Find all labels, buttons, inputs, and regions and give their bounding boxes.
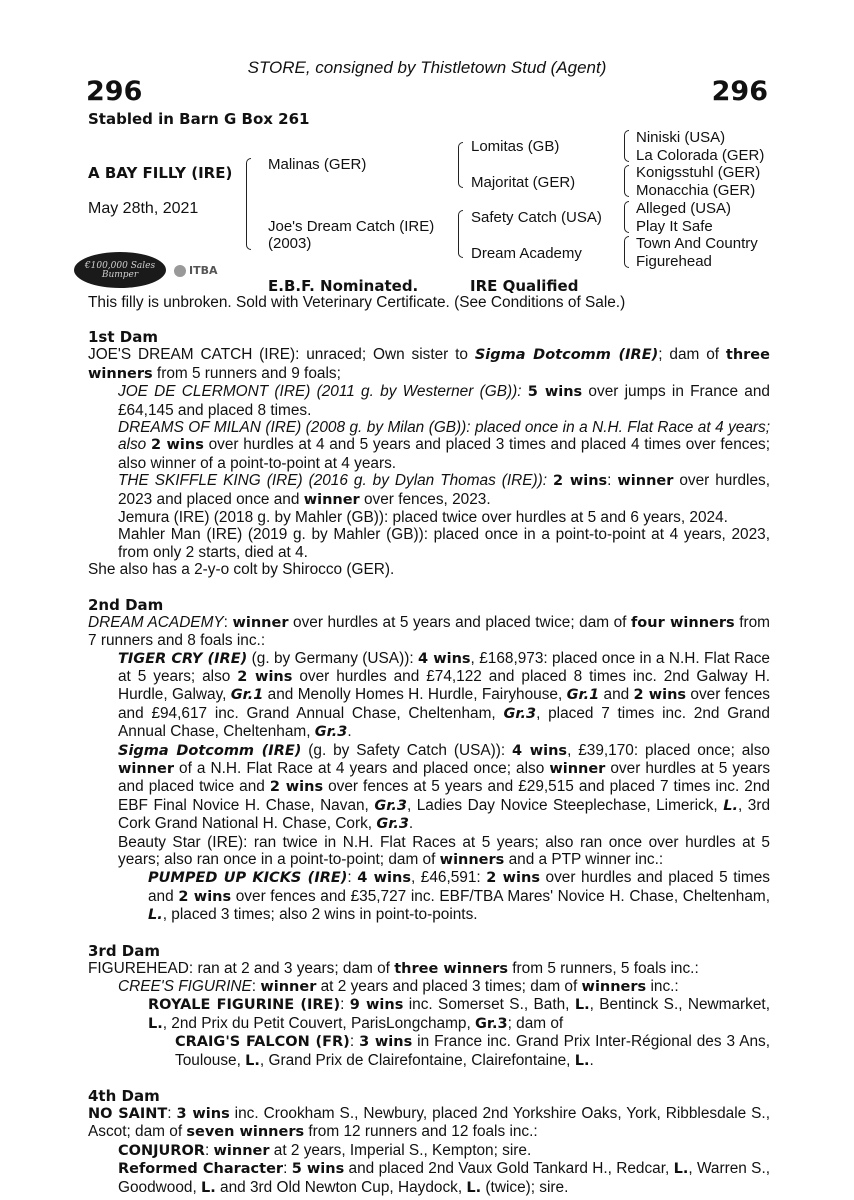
consignor-line: STORE, consigned by Thistletown Stud (Agent) bbox=[247, 58, 607, 77]
dds: Town And Country bbox=[636, 235, 758, 252]
intro-line: This filly is unbroken. Sold with Veterinary Certificate. (See Conditions of Sale.) bbox=[88, 294, 626, 311]
pedigree-brace bbox=[458, 210, 463, 258]
svg-text:ITBA: ITBA bbox=[189, 264, 218, 277]
pedigree-brace bbox=[624, 165, 629, 197]
progeny-entry: DREAMS OF MILAN (IRE) (2008 g. by Milan (GB)): placed once in a N.H. Flat Race at 4 years; also 2 wins over hurdles at 4 and 5 years and placed 3 times and placed 4 times over fences; also winner of a point-to-point at 4 years. bbox=[118, 419, 770, 472]
dam-sire: Safety Catch (USA) bbox=[471, 209, 602, 226]
section-1st-dam: 1st Dam bbox=[88, 328, 158, 347]
progeny-entry: JOE DE CLERMONT (IRE) (2011 g. by Westerner (GB)): 5 wins over jumps in France and £64,145 and placed 8 times. bbox=[118, 383, 770, 419]
dam-entry: FIGUREHEAD: ran at 2 and 3 years; dam of three winners from 5 runners, 5 foals inc.: bbox=[88, 959, 699, 977]
dam: Joe's Dream Catch (IRE) bbox=[268, 218, 435, 235]
foaling-date: May 28th, 2021 bbox=[88, 200, 199, 217]
dam-entry: DREAM ACADEMY: winner over hurdles at 5 years and placed twice; dam of four winners from 7 runners and 8 foals inc.: bbox=[88, 613, 770, 650]
sdd: Monacchia (GER) bbox=[636, 182, 756, 199]
dss: Alleged (USA) bbox=[636, 200, 732, 217]
progeny-entry: Sigma Dotcomm (IRE) (g. by Safety Catch (USA)): 4 wins, £39,170: placed once; also winner of a N.H. Flat Race at 4 years and placed once; also winner over hurdles at 5 years and placed twice and 2 wins over fences at 5 years and £29,515 and placed 7 times inc. 2nd EBF Final Novice H. Chase, Navan, Gr.3, Ladies Day Novice Steeplechase, Limerick, L., 3rd Cork Grand National H. Chase, Cork, Gr.3. bbox=[118, 741, 771, 833]
pedigree-brace bbox=[624, 201, 629, 233]
dam-dam: Dream Academy bbox=[471, 245, 582, 262]
progeny-entry: THE SKIFFLE KING (IRE) (2016 g. by Dylan Thomas (IRE)): 2 wins: winner over hurdles, 2023 and placed once and winner over fences, 2023. bbox=[118, 472, 770, 508]
progeny-entry: CREE'S FIGURINE: winner at 2 years and placed 3 times; dam of winners inc.: bbox=[118, 978, 679, 995]
great-grand-progeny-entry: CRAIG'S FALCON (FR): 3 wins in France inc. Grand Prix Inter-Régional des 3 Ans, Toulouse, L., Grand Prix de Clairefontaine, Clairefontaine, L.. bbox=[175, 1033, 770, 1069]
pedigree-brace bbox=[458, 142, 463, 188]
stabled-location: Stabled in Barn G Box 261 bbox=[88, 110, 310, 128]
catalogue-body bbox=[88, 294, 770, 1197]
section-3rd-dam: 3rd Dam bbox=[88, 941, 160, 960]
section-4th-dam: 4th Dam bbox=[88, 1087, 160, 1106]
ire-qualified: IRE Qualified bbox=[470, 277, 579, 295]
dam-entry: JOE'S DREAM CATCH (IRE): unraced; Own sister to Sigma Dotcomm (IRE); dam of three winners from 5 runners and 9 foals; bbox=[88, 346, 770, 382]
ssd: La Colorada (GER) bbox=[636, 147, 765, 164]
progeny-entry: CONJUROR: winner at 2 years, Imperial S., Kempton; sire. bbox=[118, 1141, 532, 1159]
sire-dam: Majoritat (GER) bbox=[471, 174, 576, 191]
grand-progeny-entry: PUMPED UP KICKS (IRE): 4 wins, £46,591: 2 wins over hurdles and placed 5 times and 2 wins over fences and £35,727 inc. EBF/TBA Mares' Novice H. Chase, Cheltenham, L., placed 3 times; also 2 wins in point-to-points. bbox=[148, 869, 770, 924]
pedigree-brace bbox=[624, 236, 629, 268]
lot-number-right: 296 bbox=[711, 76, 768, 107]
sds: Konigsstuhl (GER) bbox=[636, 164, 761, 181]
progeny-entry: Beauty Star (IRE): ran twice in N.H. Flat Races at 5 years; also ran once over hurdles at 5 years; also ran once in a point-to-point; dam of winners and a PTP winner inc.: bbox=[118, 833, 770, 868]
sire-sire: Lomitas (GB) bbox=[471, 138, 560, 155]
sales-bumper-logo-text: €100,000 Sales Bumper bbox=[84, 261, 156, 280]
itba-logo bbox=[172, 262, 232, 278]
sire: Malinas (GER) bbox=[268, 156, 367, 173]
progeny-entry: Reformed Character: 5 wins and placed 2nd Vaux Gold Tankard H., Redcar, L., Warren S., Goodwood, L. and 3rd Old Newton Cup, Haydock, L. (twice); sire. bbox=[118, 1160, 770, 1196]
horse-title: A BAY FILLY (IRE) bbox=[88, 164, 233, 182]
dam-entry: NO SAINT: 3 wins inc. Crookham S., Newbury, placed 2nd Yorkshire Oaks, York, Ribblesdale S., Ascot; dam of seven winners from 12 runners and 12 foals inc.: bbox=[88, 1105, 770, 1141]
grand-progeny-entry: ROYALE FIGURINE (IRE): 9 wins inc. Somerset S., Bath, L., Bentinck S., Newmarket, L., 2nd Prix du Petit Couvert, ParisLongchamp, Gr.3; dam of bbox=[148, 996, 770, 1032]
progeny-entry: Jemura (IRE) (2018 g. by Mahler (GB)): placed twice over hurdles at 5 and 6 years, 2024. bbox=[118, 509, 728, 527]
dam-year: (2003) bbox=[268, 235, 312, 252]
lot-number-left: 296 bbox=[86, 76, 143, 107]
progeny-note: She also has a 2-y-o colt by Shirocco (GER). bbox=[88, 561, 395, 579]
pedigree-brace bbox=[624, 130, 629, 162]
progeny-entry: TIGER CRY (IRE) (g. by Germany (USA)): 4 wins, £168,973: placed once in a N.H. Flat Race at 5 years; also 2 wins over hurdles and £74,122 and placed 8 times inc. 2nd Galway H. Hurdle, Galway, Gr.1 and Menolly Homes H. Hurdle, Fairyhouse, Gr.1 and 2 wins over fences and £94,617 inc. Grand Annual Chase, Cheltenham, Gr.3, placed 7 times inc. 2nd Grand Annual Chase, Cheltenham, Gr.3. bbox=[118, 649, 771, 741]
ddd: Figurehead bbox=[636, 253, 712, 270]
sss: Niniski (USA) bbox=[636, 129, 726, 146]
dsd: Play It Safe bbox=[636, 218, 713, 235]
section-2nd-dam: 2nd Dam bbox=[88, 595, 164, 614]
pedigree-brace bbox=[246, 158, 251, 250]
ebf-nominated: E.B.F. Nominated. bbox=[268, 277, 419, 295]
progeny-entry: Mahler Man (IRE) (2019 g. by Mahler (GB)): placed once in a point-to-point at 4 years, 2023, from only 2 starts, died at 4. bbox=[118, 526, 770, 561]
